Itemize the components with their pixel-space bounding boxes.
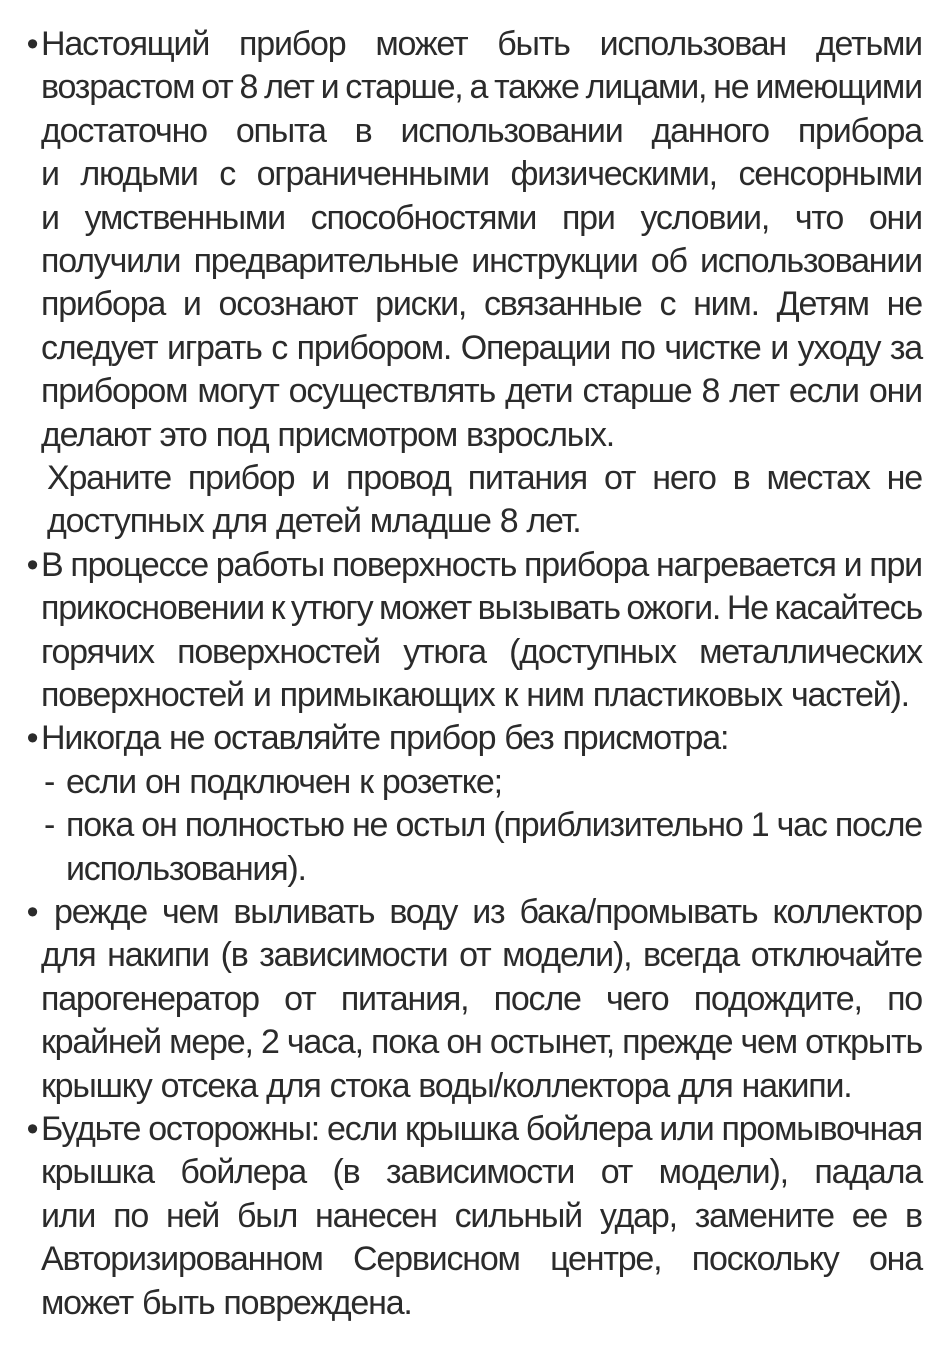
line-text: и умственными способностями при условии, что они [41,198,922,237]
line-text: доступных для детей младше 8 лет. [47,502,581,541]
text-line [0,1195,950,1238]
text-line [0,978,950,1021]
bullet-marker: • [26,1110,38,1148]
text-line [0,1238,950,1281]
line-text: Настоящий прибор может быть использован детьми [41,25,922,63]
text-line [0,66,950,109]
line-text: может быть повреждена. [41,1283,412,1322]
line-text: режде чем выливать воду из бака/промывать коллектор [54,893,922,931]
text-line [0,1151,950,1194]
text-line [0,631,950,674]
text-line [0,414,950,457]
line-text: прибора и осознают риски, связанные с ним. Детям не [41,285,922,324]
text-line [0,1065,950,1108]
text-line [0,1021,950,1064]
line-text: следует играть с прибором. Операции по чистке и уходу за [41,328,922,367]
text-line [0,197,950,240]
text-line [0,587,950,630]
text-line [0,327,950,370]
line-text: крышка бойлера (в зависимости от модели), падала [41,1153,922,1192]
line-text: прибором могут осуществлять дети старше 8 лет если они [41,372,922,411]
line-text: крайней мере, 2 часа, пока он остынет, прежде чем открыть [41,1023,922,1062]
line-text: прикосновении к утюгу может вызывать ожоги. Не касайтесь [41,589,922,628]
line-text: если он подключен к розетке; [66,762,502,801]
line-text: делают это под присмотром взрослых. [41,415,615,454]
line-text: Храните прибор и провод питания от него в местах не [47,459,922,497]
text-line [0,848,950,891]
bullet-marker: • [26,719,38,758]
line-text: Будьте осторожны: если крышка бойлера или промывочная [41,1110,922,1148]
line-text: получили предварительные инструкции об использовании [41,242,922,280]
text-line [0,1108,950,1151]
line-text: крышку отсека для стока воды/коллектора для накипи. [41,1066,852,1105]
text-line [0,934,950,977]
text-line [0,457,950,500]
line-text: Никогда не оставляйте прибор без присмотра: [41,719,729,758]
text-line [0,544,950,587]
line-text: и людьми с ограниченными физическими, сенсорными [41,155,922,194]
text-line [0,110,950,153]
text-line [0,804,950,847]
text-line [0,717,950,760]
line-text: для накипи (в зависимости от модели), всегда отключайте [41,936,922,975]
line-text: поверхностей и примыкающих к ним пластиковых частей). [41,676,909,714]
text-line [0,1282,950,1325]
line-text: использования). [66,849,306,888]
text-line [0,761,950,804]
line-text: возрастом от 8 лет и старше, а также лицами, не имеющими [41,68,922,107]
dash-marker: - [44,806,55,845]
text-line [0,500,950,543]
text-line [0,153,950,196]
line-text: или по ней был нанесен сильный удар, замените ее в [41,1196,922,1235]
line-text: пока он полностью не остыл (приблизительно 1 час после [66,806,922,845]
line-text: достаточно опыта в использовании данного прибора [41,111,922,150]
line-text: горячих поверхностей утюга (доступных металлических [41,632,922,671]
line-text: парогенератор от питания, после чего подождите, по [41,979,922,1018]
text-line [0,240,950,283]
text-line [0,674,950,717]
text-line [0,891,950,934]
bullet-marker: • [26,25,38,63]
text-line [0,370,950,413]
line-text: Авторизированном Сервисном центре, поскольку она [41,1240,922,1279]
bullet-marker: • [26,545,38,584]
text-line [0,23,950,66]
line-text: В процессе работы поверхность прибора нагревается и при [41,545,922,584]
dash-marker: - [44,762,55,801]
bullet-marker: • [26,893,38,931]
text-line [0,283,950,326]
